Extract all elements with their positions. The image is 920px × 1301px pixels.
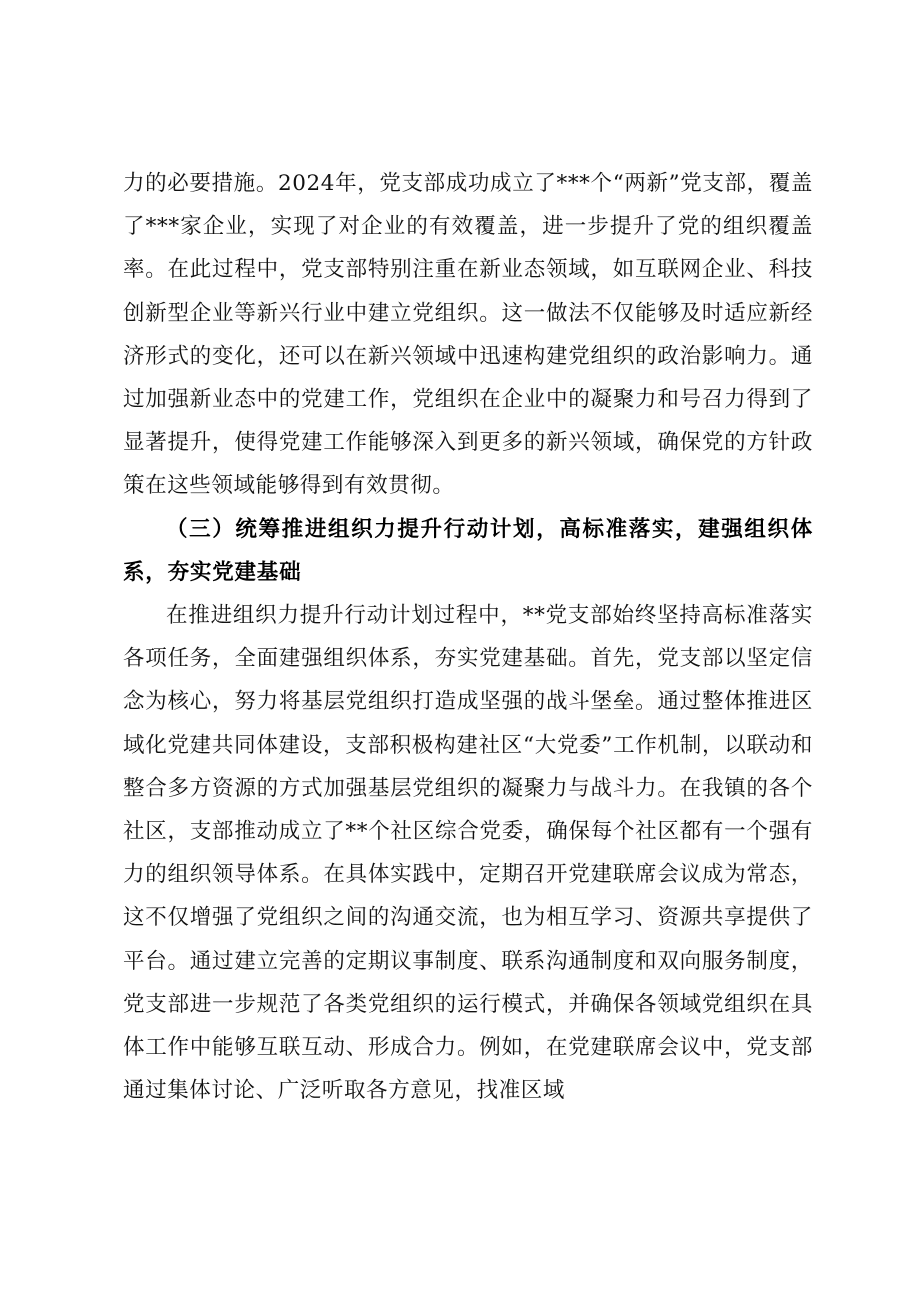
body-paragraph: 力的必要措施。2024年，党支部成功成立了***个“两新”党支部，覆盖了***家企业，实现了对企业的有效覆盖，进一步提升了党的组织覆盖率。在此过程中，党支部特别注重在新业态领域，如互联网企业、科技创新型企业等新兴行业中建立党组织。这一做法不仅能够及时适应新经济形式的变化，还可以在新兴领域中迅速构建党组织的政治影响力。通过加强新业态中的党建工作，党组织在企业中的凝聚力和号召力得到了显著提升，使得党建工作能够深入到更多的新兴领域，确保党的方针政策在这些领域能够得到有效贯彻。 [123, 171, 813, 499]
body-paragraph: 在推进组织力提升行动计划过程中，**党支部始终坚持高标准落实各项任务，全面建强组织体系，夯实党建基础。首先，党支部以坚定信念为核心，努力将基层党组织打造成坚强的战斗堡垒。通过整体推进区域化党建共同体建设，支部积极构建社区“大党委”工作机制，以联动和整合多方资源的方式加强基层党组织的凝聚力与战斗力。在我镇的各个社区，支部推动成立了**个社区综合党委，确保每个社区都有一个强有力的组织领导体系。在具体实践中，定期召开党建联席会议成为常态，这不仅增强了党组织之间的沟通交流，也为相互学习、资源共享提供了平台。通过建立完善的定期议事制度、联系沟通制度和双向服务制度，党支部进一步规范了各类党组织的运行模式，并确保各领域党组织在具体工作中能够互联互动、形成合力。例如，在党建联席会议中，党支部通过集体讨论、广泛听取各方意见，找准区域 [123, 603, 813, 1104]
section-heading: （三）统筹推进组织力提升行动计划，高标准落实，建强组织体系，夯实党建基础 [123, 516, 813, 585]
document-body [123, 162, 813, 1112]
